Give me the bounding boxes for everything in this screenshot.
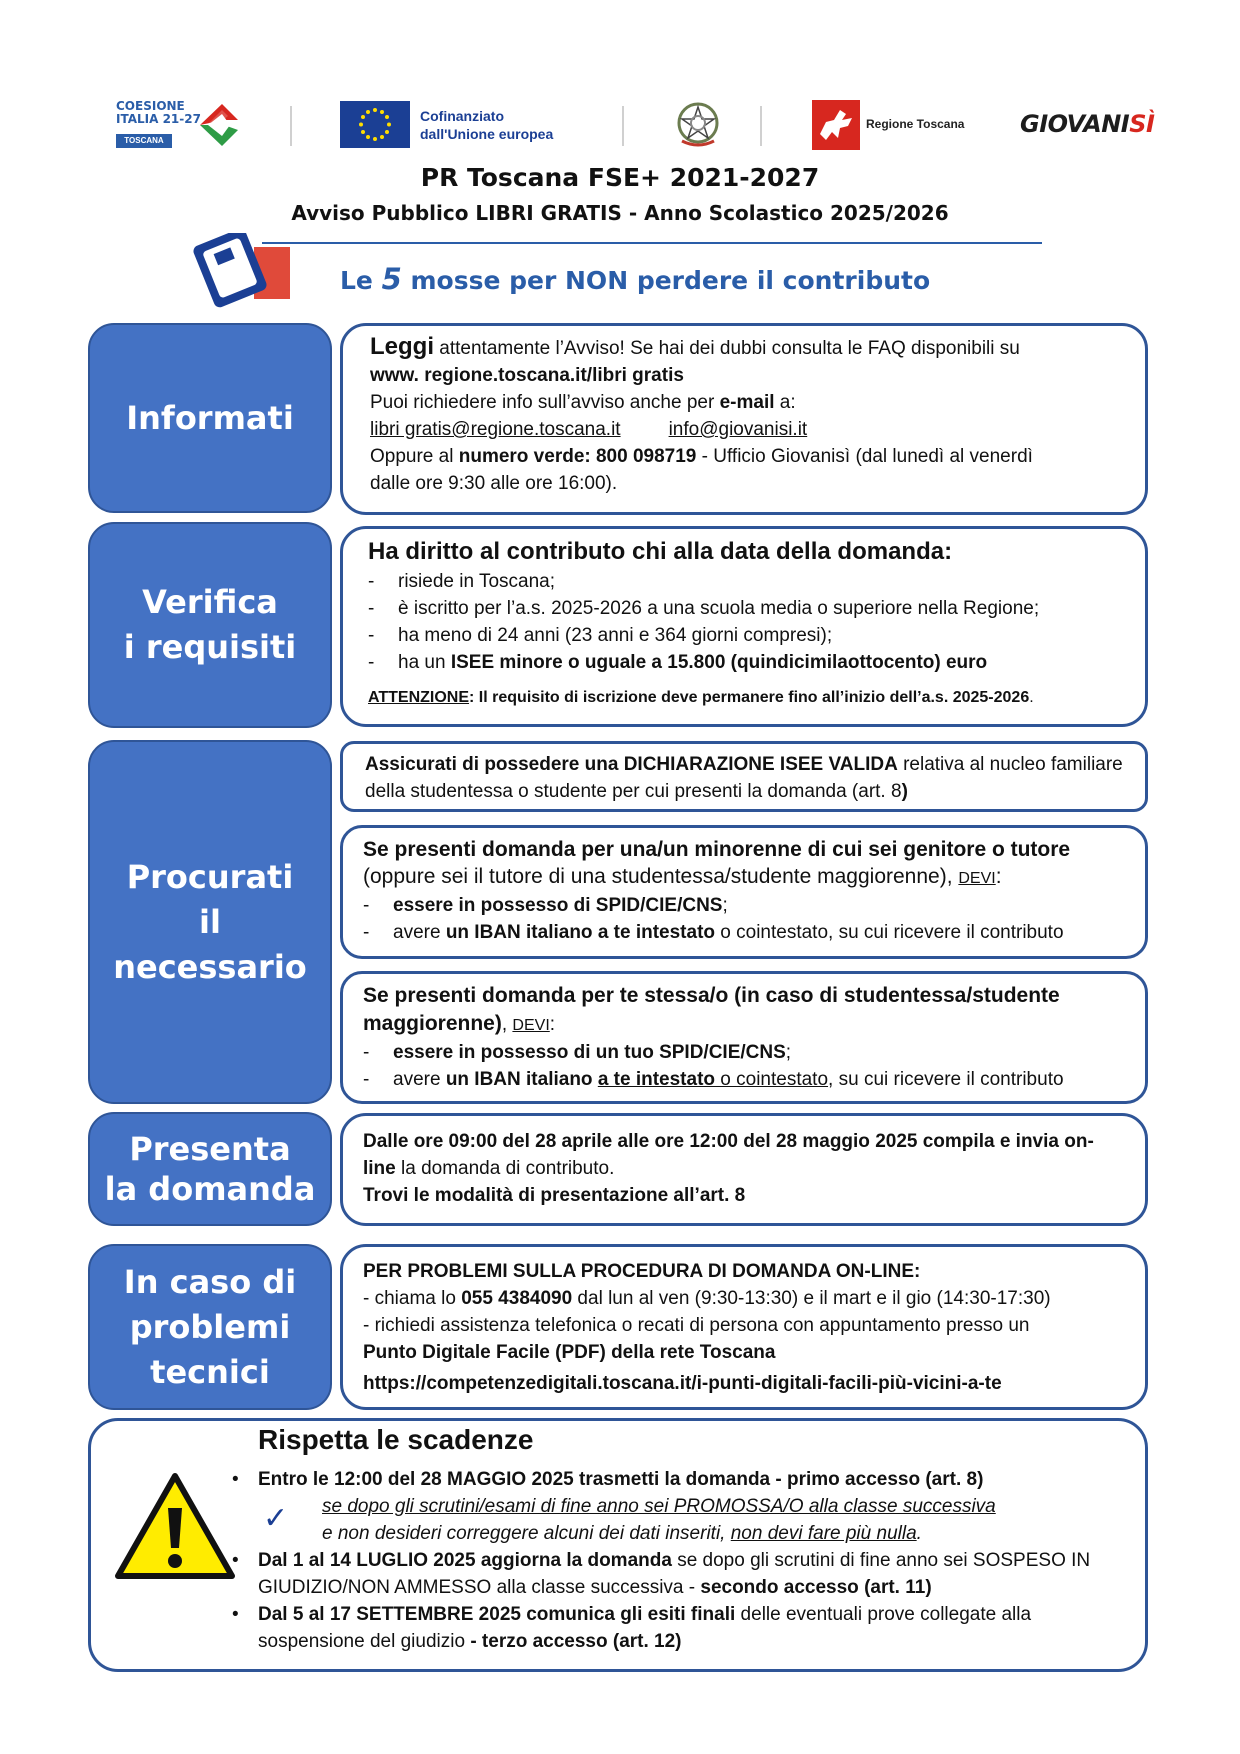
maggiorenne-heading: Se presenti domanda per te stessa/o (in caso di studentessa/studente maggiorenne) [363, 984, 1060, 1035]
minorenne-iban-post: o cointestato, su cui ricevere il contributo [715, 922, 1064, 943]
eu-cofinanced-text [420, 107, 553, 143]
step-procurati-line3: necessario [113, 947, 307, 986]
warning-icon [112, 1470, 238, 1584]
giovani-word: GIOVANI [1020, 110, 1130, 138]
header-divider [262, 242, 1042, 244]
isee-bold: Assicurati di possedere una DICHIARAZIONE ISEE VALIDA [365, 754, 898, 775]
problemi-heading: PER PROBLEMI SULLA PROCEDURA DI DOMANDA ON-LINE: [363, 1261, 921, 1282]
maggiorenne-spid-end: ; [785, 1042, 792, 1063]
step-verifica-line2: i requisiti [123, 628, 297, 666]
step-problemi-label [88, 1244, 332, 1410]
procurati-minorenne-box [340, 825, 1148, 959]
deadlines-list [232, 1466, 1138, 1655]
presenta-art: Trovi le modalità di presentazione all’art. 8 [363, 1185, 746, 1206]
devi-label: DEVI [512, 1017, 550, 1034]
problemi-pdf: Punto Digitale Facile (PDF) della rete Toscana [363, 1342, 776, 1363]
deadline-2-bold: Dal 1 al 14 LUGLIO 2025 aggiorna la domanda [258, 1550, 672, 1571]
eu-line2: dall'Unione europea [420, 126, 554, 142]
attenzione-label: ATTENZIONE [368, 689, 470, 706]
step-informati-box [340, 323, 1148, 515]
req-eta: ha meno di 24 anni (23 anni e 364 giorni compresi); [398, 625, 833, 646]
phone-post: - Ufficio Giovanisì (dal lunedì al venerdì [696, 446, 1033, 467]
deadlines-title: Rispetta le scadenze [258, 1424, 534, 1455]
list-item: • Entro le 12:00 del 28 MAGGIO 2025 trasmetti la domanda - primo accesso (art. 8) [232, 1469, 984, 1490]
minorenne-spid-end: ; [722, 895, 728, 916]
list-item: - avere un IBAN italiano a te intestato o cointestato, su cui ricevere il contributo [363, 922, 1064, 943]
problemi-link[interactable]: https://competenzedigitali.toscana.it/i-punti-digitali-facili-più-vicini-a-te [363, 1373, 1002, 1394]
page-subtitle: Avviso Pubblico LIBRI GRATIS - Anno Scolastico 2025/2026 [291, 201, 949, 225]
step-verifica-line1: Verifica [142, 583, 278, 621]
eu-line1: Cofinanziato [420, 108, 504, 124]
italian-emblem-icon [676, 101, 720, 149]
toscana-logo-text: Regione Toscana [866, 117, 965, 131]
leggi-text: attentamente l’Avviso! Se hai dei dubbi consulta le FAQ disponibili su [434, 338, 1020, 359]
list-item: - è iscritto per l’a.s. 2025-2026 a una scuola media o superiore nella Regione; [368, 595, 1125, 622]
step-presenta-box [340, 1113, 1148, 1226]
step-presenta-label [88, 1112, 332, 1226]
list-item: - avere un IBAN italiano a te intestato o cointestato, su cui ricevere il contributo [363, 1069, 1064, 1090]
devi-label: DEVI [958, 870, 996, 887]
leggi-word: Leggi [370, 333, 434, 360]
list-item: - ha meno di 24 anni (23 anni e 364 giorni compresi); [368, 622, 1125, 649]
deadline-1-note1: se dopo gli scrutini/esami di fine anno sei PROMOSSA/O alla classe successiva [322, 1496, 996, 1517]
step-informati-label [88, 323, 332, 513]
list-item: - essere in possesso di SPID/CIE/CNS; [363, 895, 728, 916]
minorenne-spid: essere in possesso di SPID/CIE/CNS [393, 895, 723, 916]
minorenne-iban-bold: un IBAN italiano a te intestato [445, 922, 716, 943]
req-isee-pre: ha un [398, 652, 451, 673]
deadline-3-bold: Dal 5 al 17 SETTEMBRE 2025 comunica gli esiti finali [258, 1604, 736, 1625]
maggiorenne-iban-mid: o cointestato [715, 1069, 829, 1090]
deadline-3-bold2: - terzo accesso (art. 12) [470, 1631, 682, 1652]
list-item: - essere in possesso di un tuo SPID/CIE/CNS; [363, 1042, 792, 1063]
list-item [258, 1493, 1138, 1547]
list-item: - ha un ISEE minore o uguale a 15.800 (quindicimilaottocento) euro [368, 652, 988, 673]
coesione-logo-icon [116, 100, 246, 152]
step-verifica-label [88, 522, 332, 728]
isee-rest: relativa al nucleo familiare della studentessa o studente per cui presenti la domanda (art. 8 [365, 754, 1123, 802]
deadline-1: Entro le 12:00 del 28 MAGGIO 2025 trasmetti la domanda - primo accesso (art. 8) [258, 1469, 984, 1490]
presenta-dates: Dalle ore 09:00 del 28 aprile alle ore 12:00 del 28 maggio 2025 compila e invia on-line [363, 1131, 1094, 1179]
step-procurati-label [88, 740, 332, 1104]
giovanisi-logo [1020, 110, 1154, 138]
attenzione-end: . [1029, 689, 1034, 706]
mosse-number: 5 [381, 262, 402, 296]
deadline-2-rest: se dopo gli scrutini di fine anno sei SOSPESO IN GIUDIZIO/NON AMMESSO alla classe successiva - [258, 1550, 1091, 1598]
phone-number: numero verde: 800 098719 [458, 446, 697, 467]
list-item: • Dal 5 al 17 SETTEMBRE 2025 comunica gli esiti finali delle eventuali prove collegate alla sospensione del giudizio - terzo accesso (art. 12) [232, 1604, 1032, 1652]
list-item: - risiede in Toscana; [368, 568, 1125, 595]
deadline-1-note2-end: . [916, 1523, 922, 1544]
devi-colon: : [995, 865, 1002, 888]
problemi-call-post: dal lun al ven (9:30-13:30) e il mart e il gio (14:30-17:30) [572, 1288, 1051, 1309]
devi-colon: : [549, 1014, 556, 1035]
step-procurati-line1: Procurati [126, 857, 294, 896]
eu-flag-icon [340, 101, 410, 148]
minorenne-iban-pre: avere [393, 922, 446, 943]
logo-separator [290, 106, 292, 146]
email-intro: Puoi richiedere info sull’avviso anche per [370, 392, 720, 413]
si-word: SÌ [1129, 110, 1155, 138]
maggiorenne-spid: essere in possesso di un tuo SPID/CIE/CNS [393, 1042, 786, 1063]
step-presenta-line1: Presenta [129, 1130, 291, 1168]
coesione-badge: TOSCANA [116, 134, 172, 148]
procurati-isee-box [340, 741, 1148, 812]
problemi-call-pre: - chiama lo [363, 1288, 462, 1309]
problemi-phone: 055 4384090 [461, 1288, 573, 1309]
maggiorenne-iban-bold1: un IBAN italiano [445, 1069, 598, 1090]
mosse-pre: Le [340, 266, 382, 295]
phone-hours: dalle ore 9:30 alle ore 16:00). [370, 473, 618, 494]
email-end: a: [774, 392, 796, 413]
deadline-3-rest: delle eventuali prove collegate alla sospensione del giudizio [258, 1604, 1032, 1652]
deadline-1-note2-pre: e non desideri correggere alcuni dei dati inseriti, [322, 1523, 731, 1544]
req-isee-bold: ISEE minore o uguale a 15.800 (quindicimilaottocento) euro [450, 652, 988, 673]
checkmark-icon: ✓ [263, 1502, 289, 1535]
step-problemi-line1: In caso di [123, 1262, 297, 1301]
problemi-assistenza: - richiedi assistenza telefonica o recati di persona con appuntamento presso un [363, 1315, 1030, 1336]
logo-separator [622, 106, 624, 146]
minorenne-sub: (oppure sei il tutore di una studentessa/studente maggiorenne), [363, 865, 959, 888]
toscana-pegasus-icon [812, 100, 860, 150]
step-procurati-line2: il [199, 902, 221, 941]
list-item: • Dal 1 al 14 LUGLIO 2025 aggiorna la domanda se dopo gli scrutini di fine anno sei SOSPESO IN GIUDIZIO/NON AMMESSO alla classe successiva - secondo accesso (art. 11) [232, 1550, 1091, 1598]
maggiorenne-iban-pre: avere [393, 1069, 446, 1090]
email-bold: e-mail [719, 392, 775, 413]
maggiorenne-iban-bold2: a te intestato [597, 1069, 716, 1090]
presenta-rest: la domanda di contributo. [395, 1158, 615, 1179]
minorenne-heading: Se presenti domanda per una/un minorenne di cui sei genitore o tutore [363, 838, 1071, 861]
coesione-line2: ITALIA 21-27 [116, 112, 201, 126]
maggiorenne-comma: , [501, 1014, 513, 1035]
verifica-heading: Ha diritto al contributo chi alla data della domanda: [368, 538, 953, 565]
step-problemi-line3: tecnici [150, 1352, 270, 1391]
phone-pre: Oppure al [370, 446, 459, 467]
logo-separator [760, 106, 762, 146]
isee-end: ) [901, 781, 908, 802]
step-problemi-box [340, 1244, 1148, 1410]
mosse-post: mosse per NON perdere il contributo [401, 266, 931, 295]
deadline-2-bold2: secondo accesso (art. 11) [700, 1577, 932, 1598]
deadline-1-note2-u: non devi fare più nulla [730, 1523, 917, 1544]
step-presenta-line2: la domanda [104, 1170, 316, 1208]
req-iscrizione: è iscritto per l’a.s. 2025-2026 a una scuola media o superiore nella Regione; [398, 598, 1040, 619]
step-problemi-line2: problemi [129, 1307, 291, 1346]
step-informati-text: Informati [126, 398, 294, 437]
email-link-giovanisi[interactable]: info@giovanisi.it [668, 419, 808, 440]
procurati-maggiorenne-box [340, 971, 1148, 1104]
coesione-line1: COESIONE [116, 99, 185, 113]
req-residenza: risiede in Toscana; [398, 571, 556, 592]
mosse-heading [340, 262, 930, 296]
page-title: PR Toscana FSE+ 2021-2027 [420, 163, 820, 192]
attenzione-text: : Il requisito di iscrizione deve permanere fino all’inizio dell’a.s. 2025-2026 [469, 689, 1030, 706]
step-verifica-box [340, 526, 1148, 727]
faq-site[interactable]: www. regione.toscana.it/libri gratis [370, 365, 684, 386]
maggiorenne-iban-post: , su cui ricevere il contributo [828, 1069, 1064, 1090]
email-link-libri gratis[interactable]: libri gratis@regione.toscana.it [370, 419, 621, 440]
book-icon [188, 233, 296, 313]
